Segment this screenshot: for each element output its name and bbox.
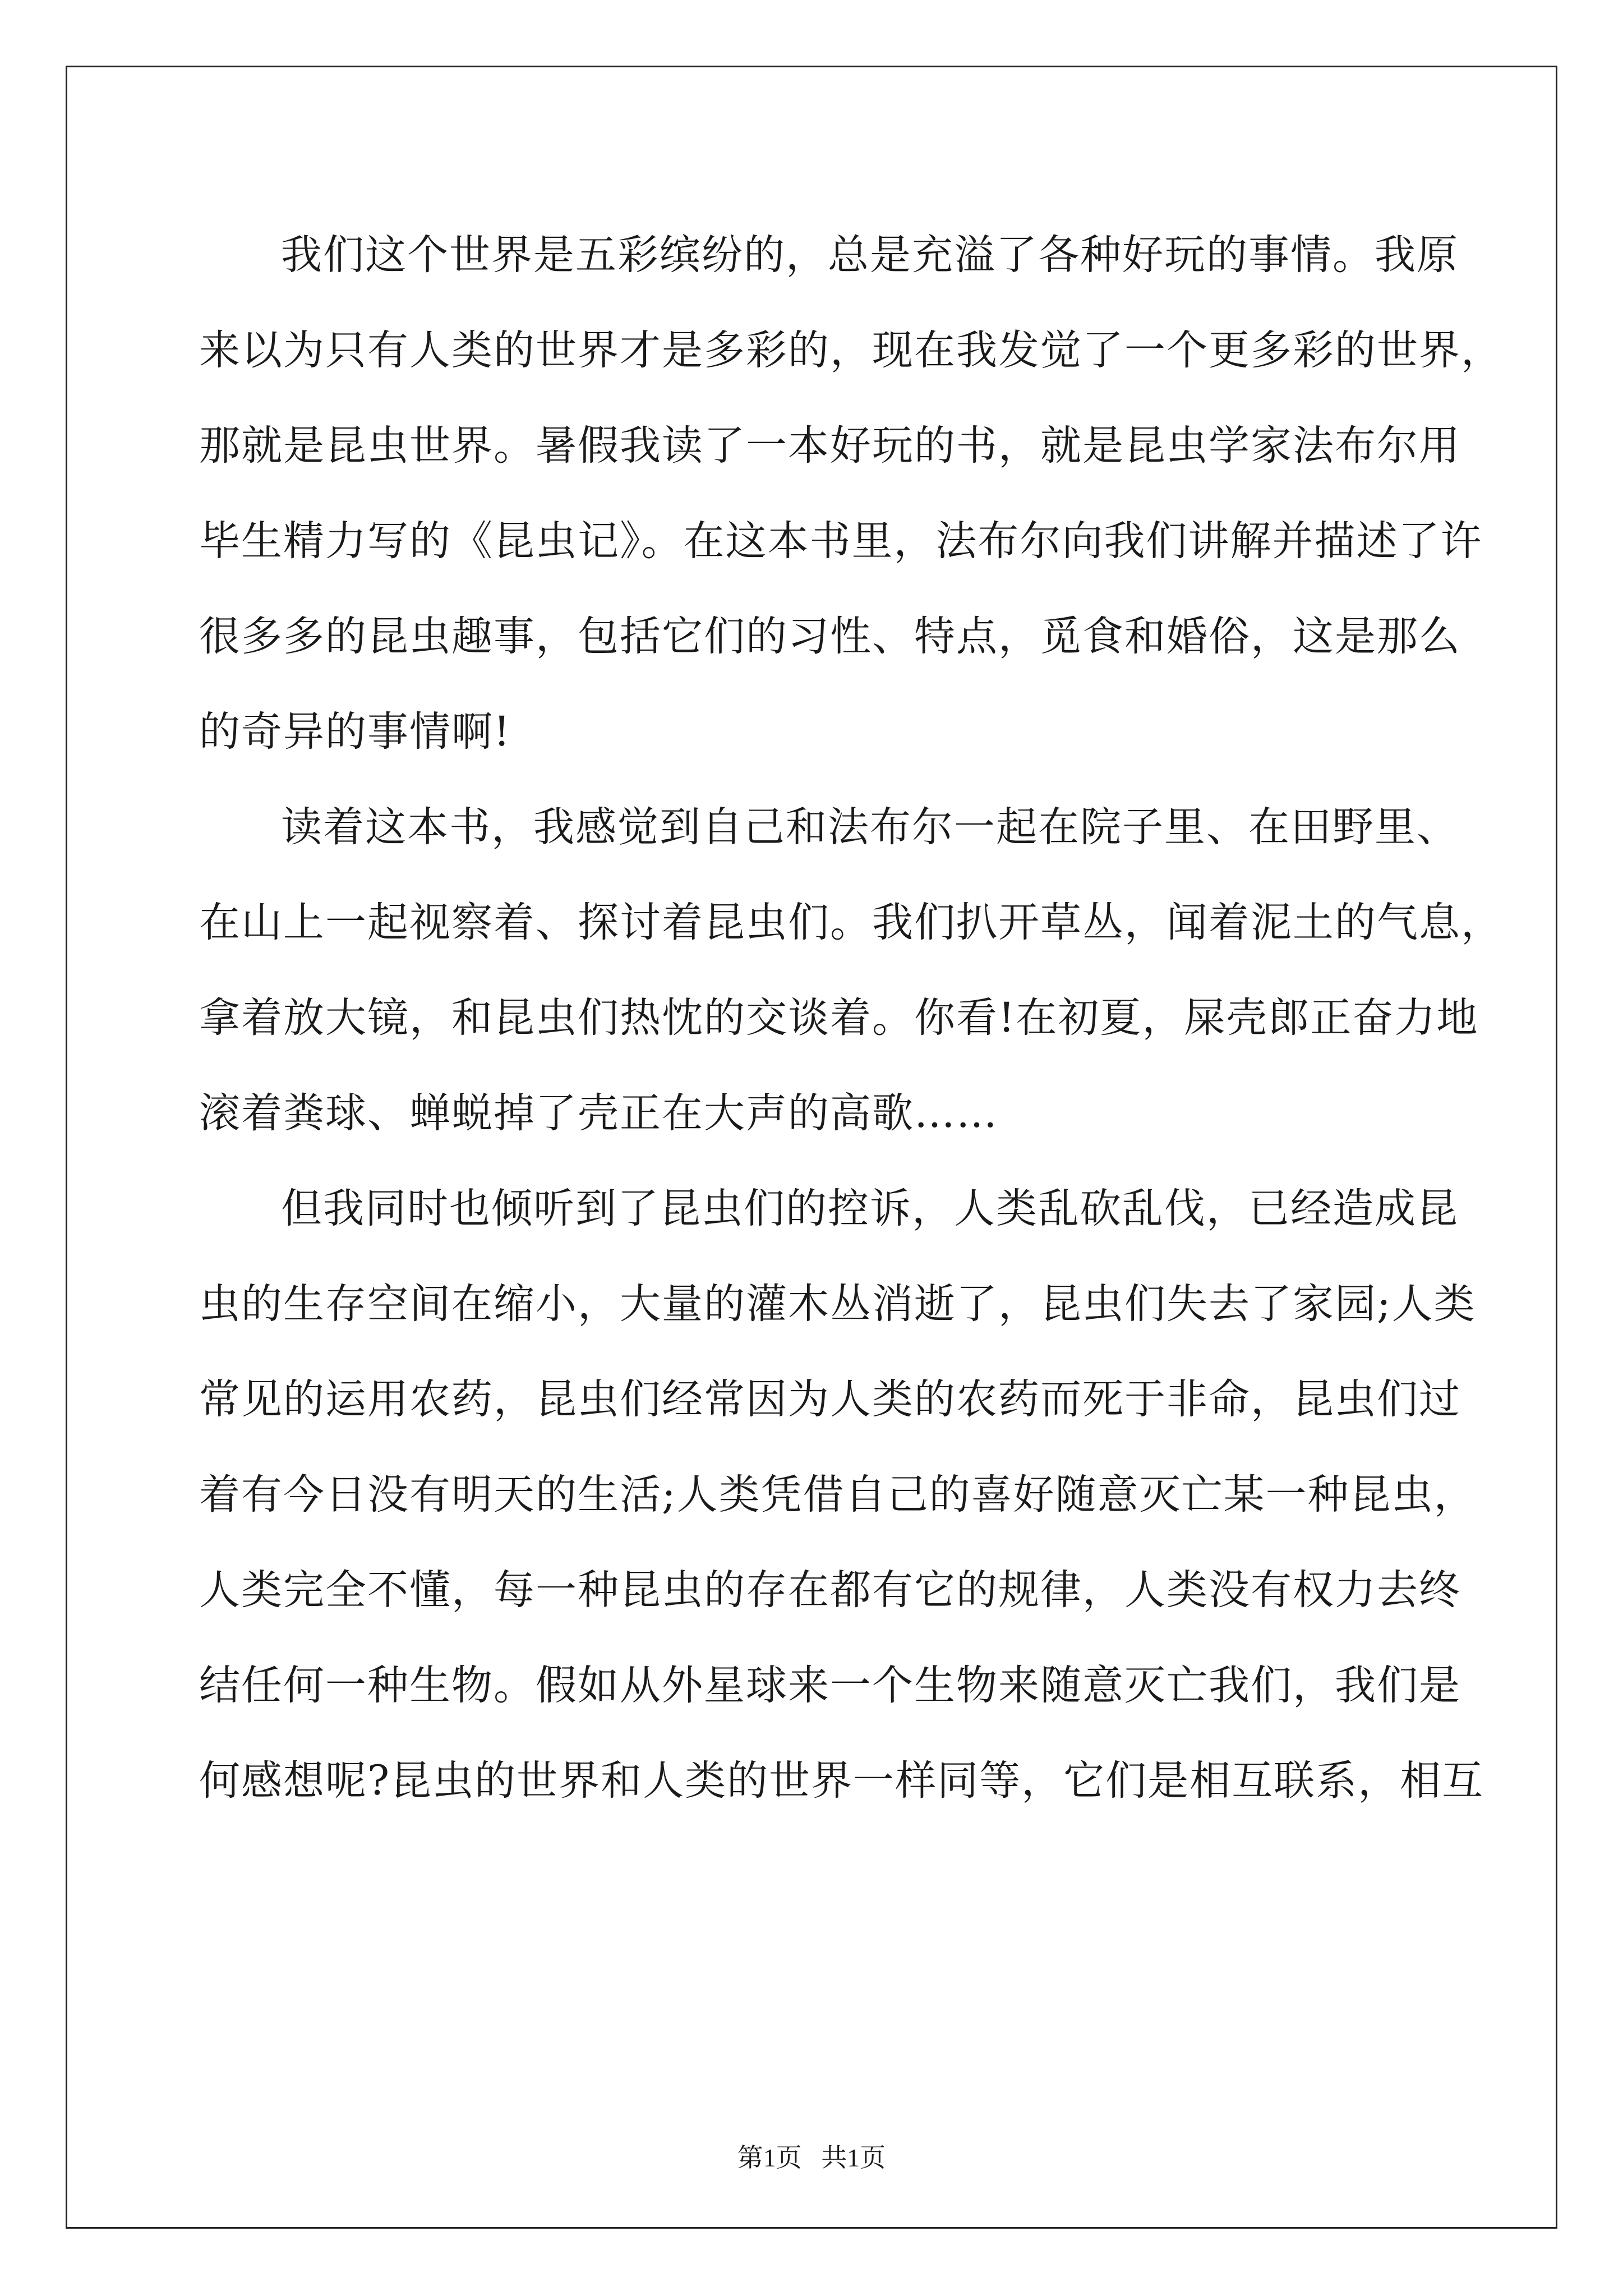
paragraph-1-line-3: 那就是昆虫世界。暑假我读了一本好玩的书，就是昆虫学家法布尔用	[199, 422, 1461, 470]
paragraph-2-line-2: 在山上一起视察着、探讨着昆虫们。我们扒开草丛，闻着泥土的气息，	[199, 899, 1503, 946]
paragraph-3-line-5: 人类完全不懂，每一种昆虫的存在都有它的规律，人类没有权力去终	[199, 1566, 1461, 1614]
paragraph-3-line-7: 何感想呢?昆虫的世界和人类的世界一样同等，它们是相互联系，相互	[199, 1757, 1484, 1805]
paragraph-3-line-4: 着有今日没有明天的生活;人类凭借自己的喜好随意灭亡某一种昆虫，	[199, 1471, 1476, 1519]
paragraph-2-line-4: 滚着粪球、蝉蜕掉了壳正在大声的高歌……	[199, 1089, 998, 1137]
paragraph-1-line-6: 的奇异的事情啊!	[199, 708, 511, 756]
document-body	[199, 208, 1503, 1829]
paragraph-3-line-6: 结任何一种生物。假如从外星球来一个生物来随意灭亡我们，我们是	[199, 1662, 1461, 1709]
paragraph-2-line-1: 读着这本书，我感觉到自己和法布尔一起在院子里、在田野里、	[281, 803, 1459, 851]
paragraph-1-line-4: 毕生精力写的《昆虫记》。在这本书里，法布尔向我们讲解并描述了许	[199, 517, 1483, 565]
paragraph-3-line-2: 虫的生存空间在缩小，大量的灌木丛消逝了，昆虫们失去了家园;人类	[199, 1280, 1476, 1328]
paragraph-1-line-2: 来以为只有人类的世界才是多彩的，现在我发觉了一个更多彩的世界，	[199, 326, 1503, 374]
paragraph-1-line-1: 我们这个世界是五彩缤纷的，总是充溢了各种好玩的事情。我原	[281, 231, 1459, 279]
paragraph-2-line-3: 拿着放大镜，和昆虫们热忱的交谈着。你看!在初夏，屎壳郎正奋力地	[199, 994, 1479, 1042]
paragraph-1-line-5: 很多多的昆虫趣事，包括它们的习性、特点，觅食和婚俗，这是那么	[199, 613, 1461, 660]
page-footer: 第1页 共1页	[737, 2143, 886, 2172]
paragraph-3-line-3: 常见的运用农药，昆虫们经常因为人类的农药而死于非命，昆虫们过	[199, 1375, 1461, 1423]
paragraph-3-line-1: 但我同时也倾听到了昆虫们的控诉，人类乱砍乱伐，已经造成昆	[281, 1185, 1459, 1232]
